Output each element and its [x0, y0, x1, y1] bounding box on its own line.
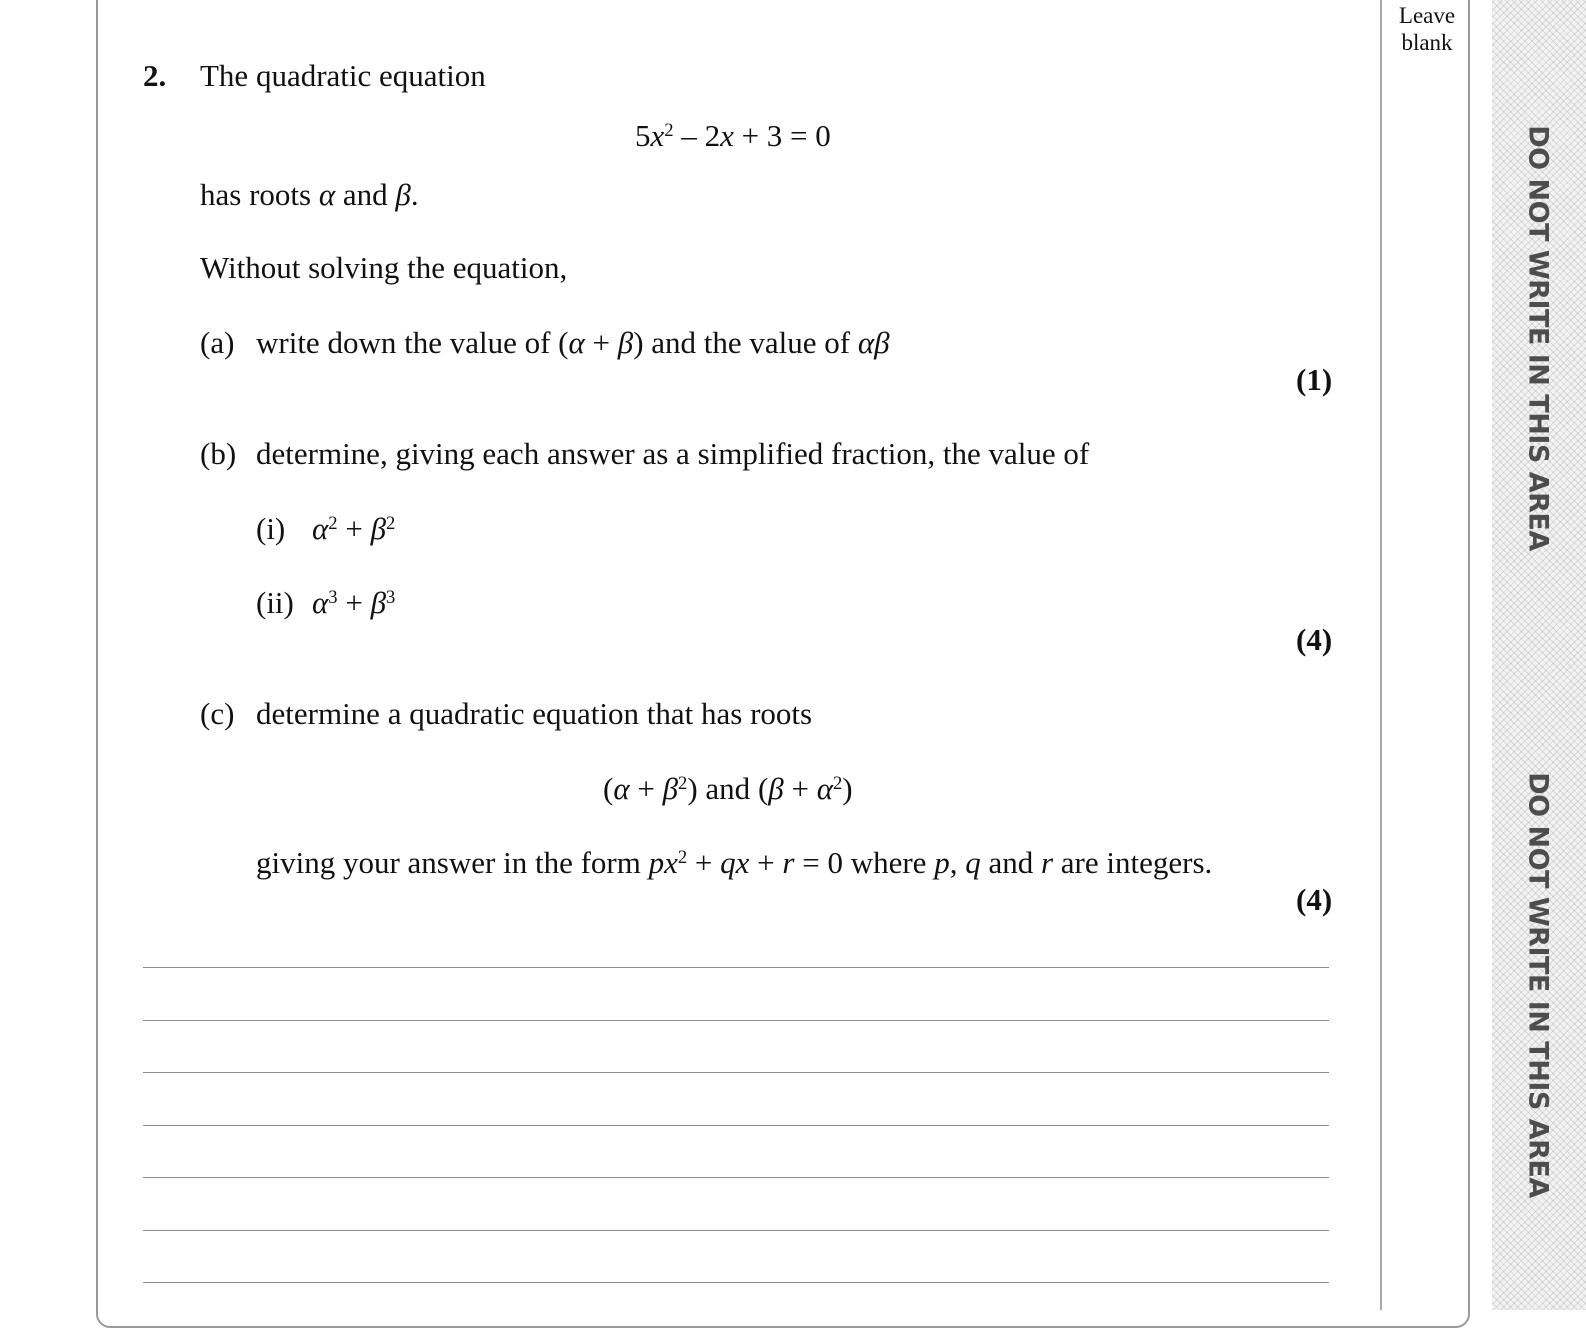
- roots-line: [200, 177, 419, 213]
- form-r: r: [782, 845, 795, 880]
- leave-blank-line1: Leave: [1398, 3, 1456, 28]
- form-p2: p: [934, 845, 950, 880]
- form-eq: = 0 where: [794, 845, 935, 880]
- part-a-label: (a): [200, 325, 235, 360]
- form-and: and: [980, 845, 1041, 880]
- leave-blank-label: [1384, 2, 1470, 56]
- leave-blank-line2: blank: [1401, 30, 1453, 55]
- alpha-symbol: α: [318, 177, 336, 212]
- b-i-exp1: 2: [328, 512, 338, 534]
- eq-coef: 5: [635, 118, 651, 153]
- part-b-ii-label: (ii): [256, 585, 294, 620]
- form-q: q: [720, 845, 736, 880]
- c-open1: (: [603, 771, 614, 806]
- c-beta: β: [662, 771, 679, 806]
- answer-line[interactable]: [143, 1072, 1329, 1073]
- part-a-text: [256, 325, 890, 361]
- part-c-marks: (4): [1296, 882, 1333, 917]
- part-b-i-label: (i): [256, 511, 286, 546]
- part-b-ii-expression: [312, 585, 395, 626]
- b-i-beta: β: [370, 511, 387, 546]
- b-i-alpha: α: [312, 511, 329, 546]
- main-equation: [635, 118, 831, 159]
- answer-line[interactable]: [143, 1020, 1329, 1021]
- b-ii-beta: β: [370, 585, 387, 620]
- part-a-mid: ) and the value of: [633, 325, 858, 360]
- roots-and: and: [335, 177, 396, 212]
- form-end: are integers.: [1053, 845, 1213, 880]
- b-ii-exp1: 3: [328, 586, 338, 608]
- question-number: 2.: [143, 58, 167, 93]
- part-a-plus: +: [584, 325, 618, 360]
- b-ii-alpha: α: [312, 585, 329, 620]
- form-pre: giving your answer in the form: [256, 845, 649, 880]
- part-b-i-expression: [312, 511, 395, 552]
- answer-line[interactable]: [143, 1177, 1329, 1178]
- c-plus2: +: [783, 771, 817, 806]
- part-a-alpha: α: [568, 325, 585, 360]
- c-alpha: α: [613, 771, 630, 806]
- form-p: p: [648, 845, 665, 880]
- eq-var2: x: [720, 118, 734, 153]
- b-i-exp2: 2: [386, 512, 396, 534]
- part-b-text: determine, giving each answer as a simplified fraction, the value of: [256, 436, 1090, 471]
- eq-rest: – 2: [673, 118, 721, 153]
- part-c-roots: [603, 771, 853, 812]
- question-intro: The quadratic equation: [200, 58, 486, 93]
- c-exp2: 2: [832, 772, 843, 794]
- c-close1: ): [687, 771, 698, 806]
- b-ii-plus: +: [337, 585, 371, 620]
- c-and: and: [697, 771, 758, 806]
- form-plus2: +: [749, 845, 783, 880]
- form-r2: r: [1040, 845, 1054, 880]
- form-x: x: [664, 845, 678, 880]
- part-c-form: [256, 845, 1212, 886]
- roots-pre: has roots: [200, 177, 319, 212]
- part-c-text: determine a quadratic equation that has roots: [256, 696, 813, 731]
- roots-end: .: [410, 177, 419, 212]
- part-a-marks: (1): [1296, 362, 1333, 397]
- answer-line[interactable]: [143, 967, 1329, 968]
- form-exp: 2: [677, 846, 688, 868]
- part-a-beta: β: [617, 325, 634, 360]
- eq-exp: 2: [664, 119, 674, 141]
- form-x2: x: [735, 845, 750, 880]
- form-q2: q: [965, 845, 981, 880]
- c-alpha2: α: [816, 771, 833, 806]
- part-c-label: (c): [200, 696, 235, 731]
- answer-line[interactable]: [143, 1230, 1329, 1231]
- leave-blank-divider: [1380, 0, 1382, 1310]
- part-b-marks: (4): [1296, 622, 1333, 657]
- answer-line[interactable]: [143, 1282, 1329, 1283]
- form-comma: ,: [949, 845, 966, 880]
- part-a-product: αβ: [857, 325, 890, 360]
- c-beta2: β: [768, 771, 784, 806]
- b-i-plus: +: [337, 511, 371, 546]
- c-plus: +: [629, 771, 663, 806]
- do-not-write-notice-bottom: DO NOT WRITE IN THIS AREA: [1522, 772, 1554, 1198]
- b-ii-exp2: 3: [386, 586, 396, 608]
- do-not-write-notice-top: DO NOT WRITE IN THIS AREA: [1522, 125, 1554, 551]
- form-plus1: +: [687, 845, 721, 880]
- beta-symbol: β: [395, 177, 411, 212]
- c-open2: (: [757, 771, 769, 806]
- part-b-label: (b): [200, 436, 237, 471]
- eq-var: x: [650, 118, 665, 153]
- c-exp1: 2: [678, 772, 688, 794]
- eq-tail: + 3 = 0: [733, 118, 831, 153]
- instruction: Without solving the equation,: [200, 250, 568, 285]
- answer-line[interactable]: [143, 1125, 1329, 1126]
- c-close2: ): [842, 771, 853, 806]
- part-a-pre: write down the value of (: [256, 325, 569, 360]
